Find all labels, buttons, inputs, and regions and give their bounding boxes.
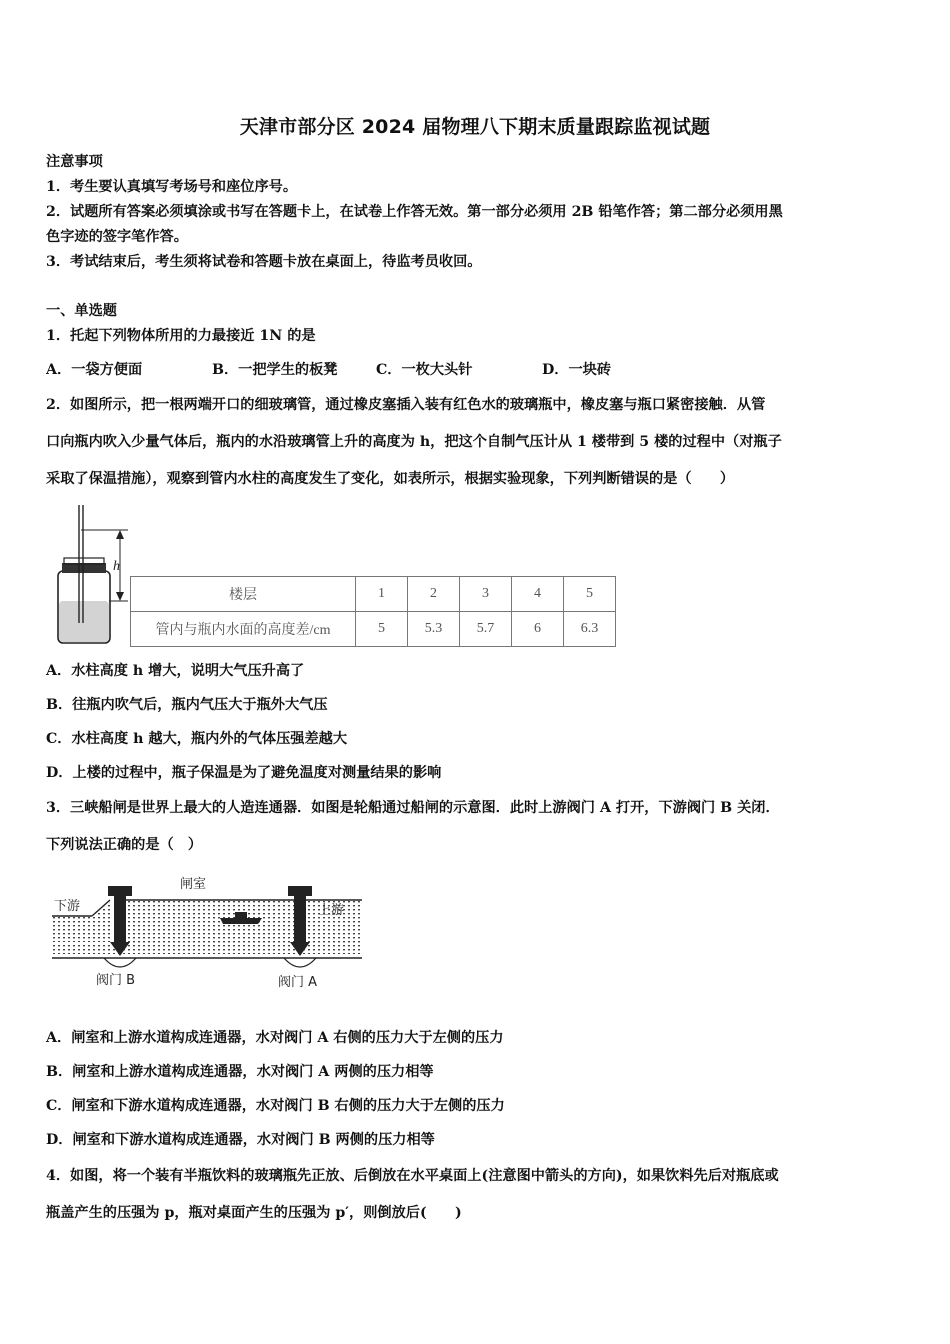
table-header-cell: 楼层 [131,577,356,612]
section-heading: 一、单选题 [46,303,117,319]
height-label: h [113,559,120,574]
table-cell: 5.3 [408,612,460,647]
q3-stem-line: 下列说法正确的是（ ） [46,837,203,853]
table-cell: 5 [564,577,616,612]
q1-stem: 1．托起下列物体所用的力最接近 1N 的是 [46,328,316,344]
q4-stem-line: 4．如图，将一个装有半瓶饮料的玻璃瓶先正放、后倒放在水平桌面上(注意图中箭头的方向)，如果饮料先后对瓶底或 [46,1168,779,1184]
q4-stem-line: 瓶盖产生的压强为 p，瓶对桌面产生的压强为 p′，则倒放后( ) [46,1205,462,1221]
q3-option-b: B．闸室和上游水道构成连通器，水对阀门 A 两侧的压力相等 [46,1064,434,1080]
table-cell: 5.7 [460,612,512,647]
q2-option-d: D．上楼的过程中，瓶子保温是为了避免温度对测量结果的影响 [46,765,442,781]
q1-option-c: C．一枚大头针 [376,362,473,378]
q2-stem-line: 2．如图所示，把一根两端开口的细玻璃管，通过橡皮塞插入装有红色水的玻璃瓶中，橡皮塞与瓶口紧密接触．从管 [46,397,766,413]
table-row [131,577,616,612]
table-cell: 4 [512,577,564,612]
upstream-label: 上游 [318,903,345,918]
ship-lock-figure [52,872,362,992]
chamber-label: 闸室 [180,877,207,892]
q3-option-c: C．闸室和下游水道构成连通器，水对阀门 B 右侧的压力大于左侧的压力 [46,1098,505,1114]
q3-option-a: A．闸室和上游水道构成连通器，水对阀门 A 右侧的压力大于左侧的压力 [46,1030,504,1046]
q1-option-b: B．一把学生的板凳 [212,362,338,378]
q1-option-d: D．一块砖 [542,362,612,378]
valve-b-label: 阀门 B [96,973,136,988]
q2-stem-line: 采取了保温措施），观察到管内水柱的高度发生了变化，如表所示，根据实验现象，下列判断错误的是（ ） [46,471,735,487]
height-table [130,576,616,647]
barometer-figure [50,503,140,648]
notice-item: 色字迹的签字笔作答。 [46,229,188,245]
table-cell: 6 [512,612,564,647]
table-row [131,612,616,647]
notice-item: 3．考试结束后，考生须将试卷和答题卡放在桌面上，待监考员收回。 [46,254,482,270]
valve-a-label: 阀门 A [278,975,318,990]
q2-option-a: A．水柱高度 h 增大，说明大气压升高了 [46,663,305,679]
q2-option-c: C．水柱高度 h 越大，瓶内外的气体压强差越大 [46,731,348,747]
table-cell: 6.3 [564,612,616,647]
downstream-label: 下游 [54,899,81,914]
table-cell: 2 [408,577,460,612]
q2-option-b: B．往瓶内吹气后，瓶内气压大于瓶外大气压 [46,697,328,713]
table-cell: 1 [356,577,408,612]
notice-item: 1．考生要认真填写考场号和座位序号。 [46,179,298,195]
notice-item: 2．试题所有答案必须填涂或书写在答题卡上，在试卷上作答无效。第一部分必须用 2B 铅笔作答；第二部分必须用黑 [46,204,783,220]
table-cell: 3 [460,577,512,612]
q2-stem-line: 口向瓶内吹入少量气体后，瓶内的水沿玻璃管上升的高度为 h，把这个自制气压计从 1 楼带到 5 楼的过程中（对瓶子 [46,434,782,450]
page-title: 天津市部分区 2024 届物理八下期末质量跟踪监视试题 [239,116,711,138]
q3-option-d: D．闸室和下游水道构成连通器，水对阀门 B 两侧的压力相等 [46,1132,435,1148]
q1-option-a: A．一袋方便面 [46,362,143,378]
table-cell: 5 [356,612,408,647]
notice-heading: 注意事项 [46,154,103,170]
table-header-cell: 管内与瓶内水面的高度差/cm [131,612,356,647]
q3-stem-line: 3．三峡船闸是世界上最大的人造连通器．如图是轮船通过船闸的示意图．此时上游阀门 A 打开，下游阀门 B 关闭． [46,800,780,816]
